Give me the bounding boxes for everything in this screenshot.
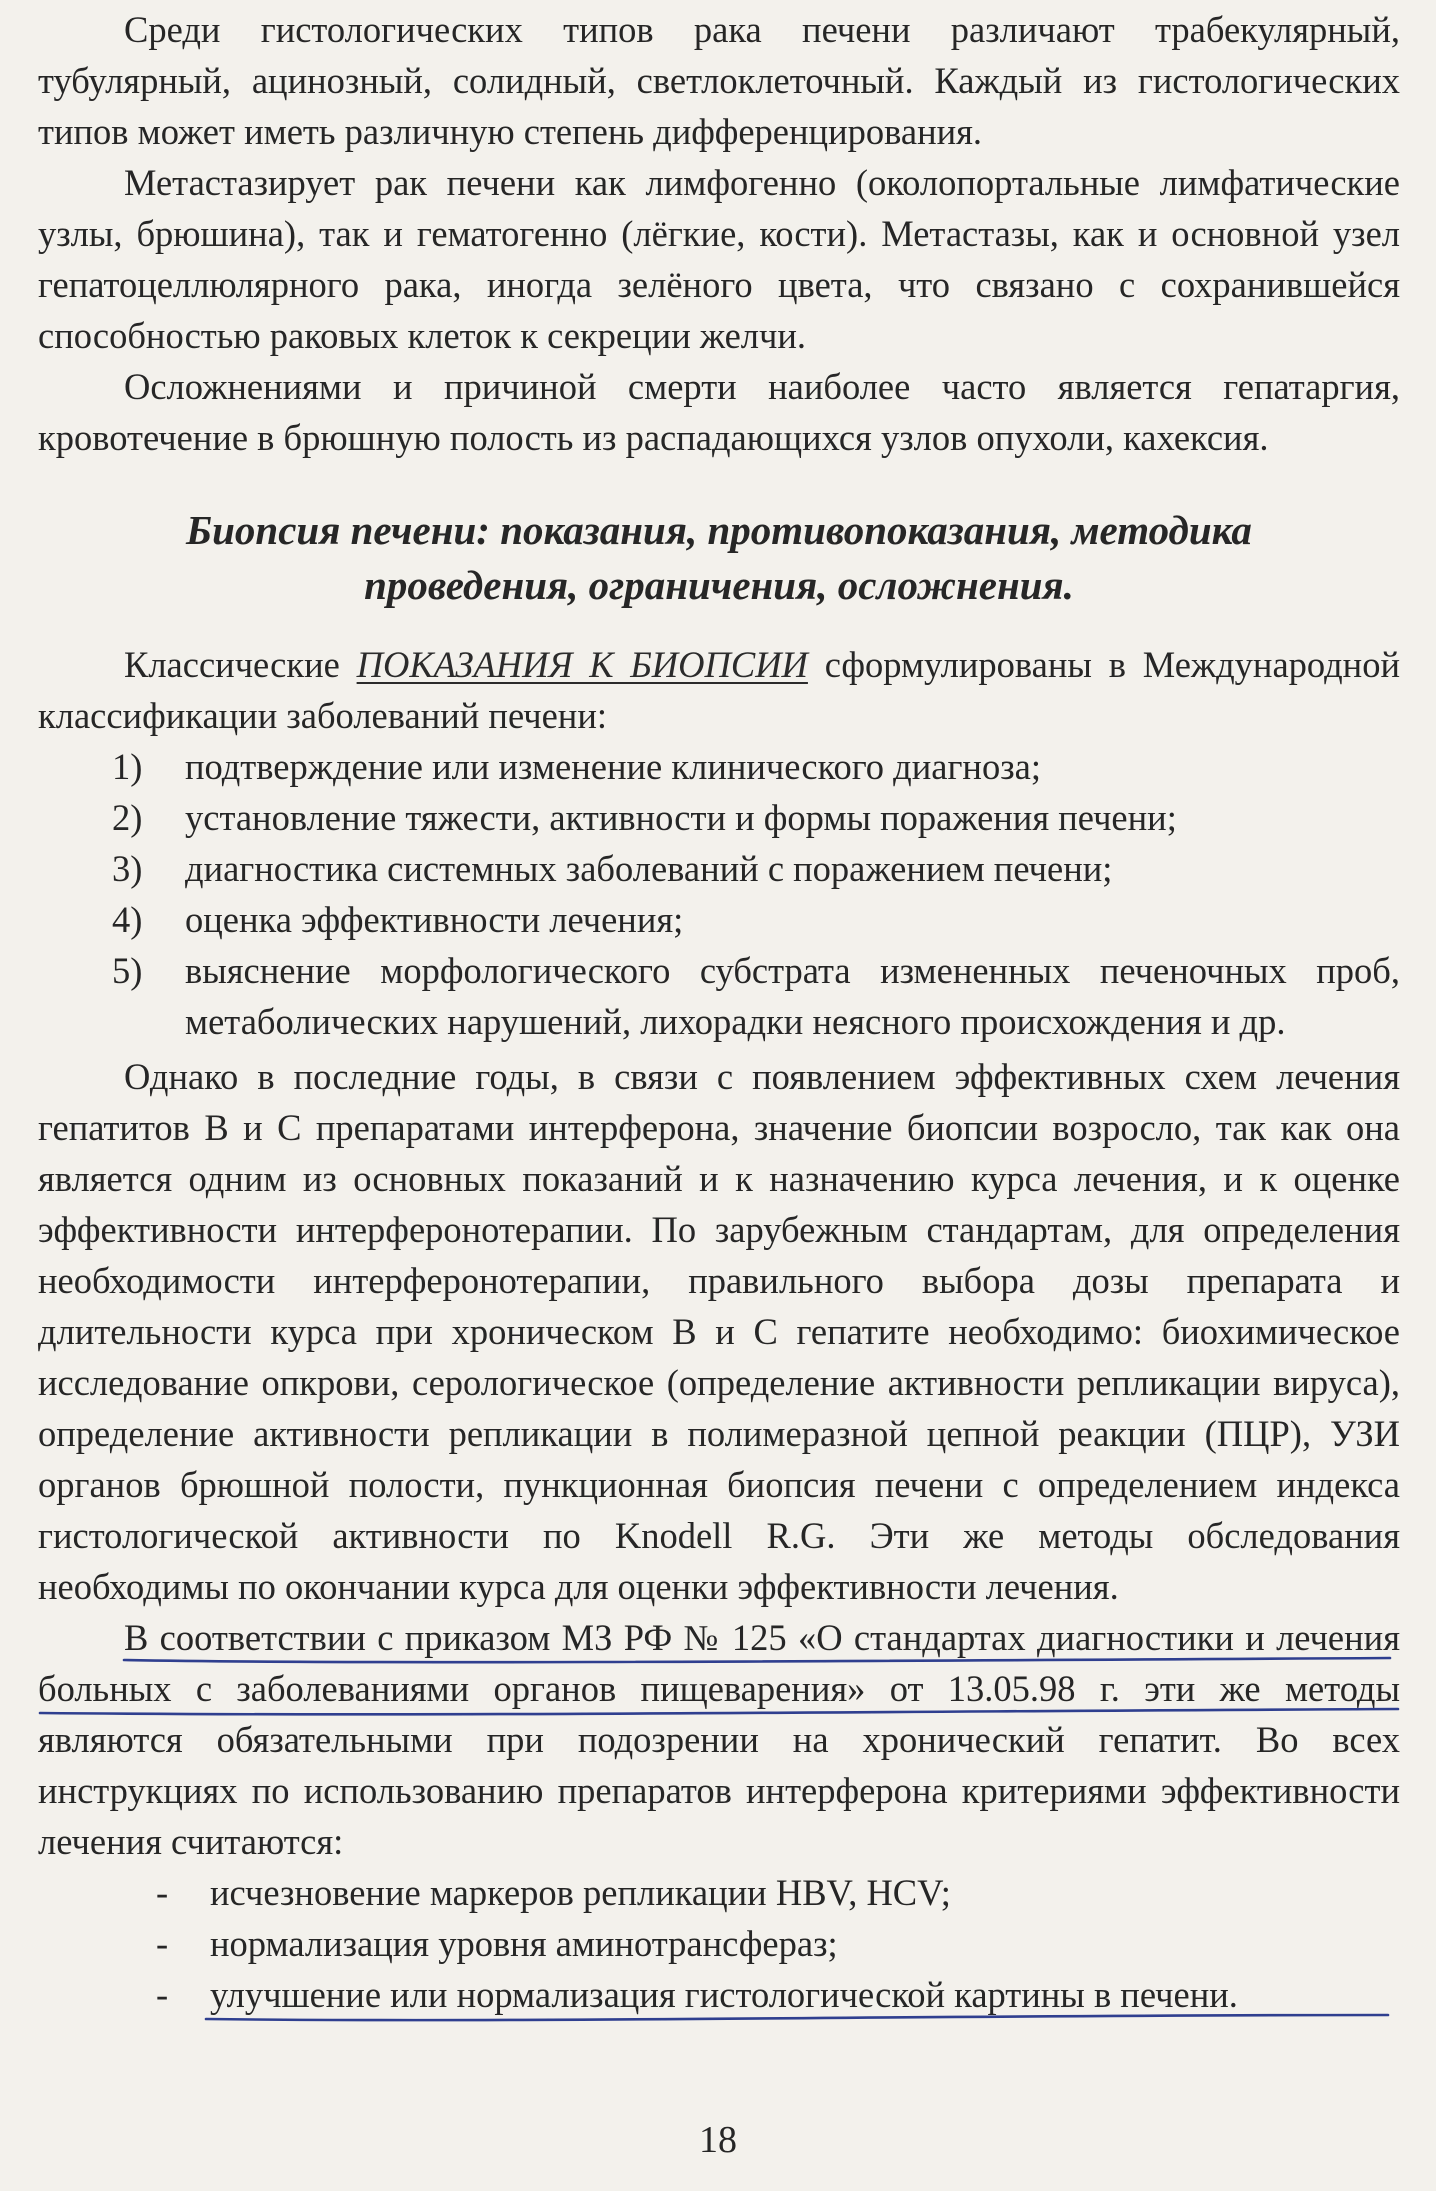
list-dash: - <box>156 1872 169 1913</box>
paragraph-complications <box>38 361 1400 463</box>
paragraph-histology-types <box>38 4 1400 157</box>
criteria-list <box>38 1867 1400 2020</box>
section-heading: Биопсия печени: показания, противопоказания, методика проведения, ограничения, осложнения. <box>186 507 1252 608</box>
list-number: 4) <box>112 899 143 940</box>
list-dash: - <box>156 1923 169 1964</box>
list-number: 2) <box>112 797 143 838</box>
list-dash: - <box>156 1974 169 2015</box>
underlined-term: ПОКАЗАНИЯ К БИОПСИИ <box>356 644 808 685</box>
list-item-text: выяснение морфологического субстрата измененных печеночных проб, метаболических нарушений, лихорадки неясного происхождения и др. <box>185 950 1400 1042</box>
list-item <box>38 894 1400 945</box>
paragraph-text: Осложнениями и причиной смерти наиболее часто является гепатаргия, кровотечение в брюшную полость из распадающихся узлов опухоли, кахексия. <box>38 366 1400 458</box>
list-number: 3) <box>112 848 143 889</box>
paragraph-text: Метастазирует рак печени как лимфогенно (околопортальные лимфатические узлы, брюшина), так и гематогенно (лёгкие, кости). Метастазы, как и основной узел гепатоцеллюлярного рака, иногда зелёного цвета, что связано с сохранившейся способностью раковых клеток к секреции желчи. <box>38 162 1400 356</box>
paragraph-text: Среди гистологических типов рака печени различают трабекулярный, тубулярный, ацинозный, солидный, светлоклеточный. Каждый из гистологических типов может иметь различную степень дифференцирования. <box>38 9 1400 152</box>
list-item <box>38 1969 1400 2020</box>
list-number: 5) <box>112 950 143 991</box>
paragraph-text: В соответствии с приказом МЗ РФ № 125 «О стандартах диагностики и лечения больных с заболеваниями органов пищеварения» от 13.05.98 г. эти же методы являются обязательными при подозрении на хронический гепатит. Во всех инструкциях по использованию препаратов интерферона критериями эффективности лечения считаются: <box>38 1617 1400 1862</box>
list-item-text: оценка эффективности лечения; <box>185 899 684 940</box>
paragraph-text <box>38 639 1400 741</box>
list-item <box>38 741 1400 792</box>
list-item <box>38 1918 1400 1969</box>
list-item <box>38 945 1400 1047</box>
paragraph-interferon <box>38 1051 1400 1612</box>
list-item-text: установление тяжести, активности и формы поражения печени; <box>185 797 1177 838</box>
list-item-text: диагностика системных заболеваний с поражением печени; <box>185 848 1113 889</box>
list-item-text: подтверждение или изменение клинического диагноза; <box>185 746 1041 787</box>
list-item-text: нормализация уровня аминотрансфераз; <box>210 1923 838 1964</box>
text-run: сформулированы в Международной классификации заболеваний печени: <box>38 644 1401 736</box>
list-item-text: улучшение или нормализация гистологической картины в печени. <box>210 1974 1238 2015</box>
list-item <box>38 1867 1400 1918</box>
text-run: Классические <box>124 644 357 685</box>
indications-list <box>38 741 1400 1047</box>
paragraph-text: Однако в последние годы, в связи с появлением эффективных схем лечения гепатитов В и С препаратами интерферона, значение биопсии возросло, так как она является одним из основных показаний и к назначению курса лечения, и к оценке эффективности интерферонотерапии. По зарубежным стандартам, для определения необходимости интерферонотерапии, правильного выбора дозы препарата и длительности курса при хроническом В и С гепатите необходимо: биохимическое исследование опкрови, серологическое (определение активности репликации вируса), определение активности репликации в полимеразной цепной реакции (ПЦР), УЗИ органов брюшной полости, пункционная биопсия печени с определением индекса гистологической активности по Knodell R.G. Эти же методы обследования необходимы по окончании курса для оценки эффективности лечения. <box>38 1056 1400 1607</box>
list-item-text: исчезновение маркеров репликации HBV, HCV; <box>210 1872 951 1913</box>
paragraph-order <box>38 1612 1400 1867</box>
list-number: 1) <box>112 746 143 787</box>
paragraph-indications <box>38 639 1400 741</box>
list-item <box>38 843 1400 894</box>
list-item <box>38 792 1400 843</box>
paragraph-metastasis <box>38 157 1400 361</box>
page-number: 18 <box>699 2119 737 2161</box>
